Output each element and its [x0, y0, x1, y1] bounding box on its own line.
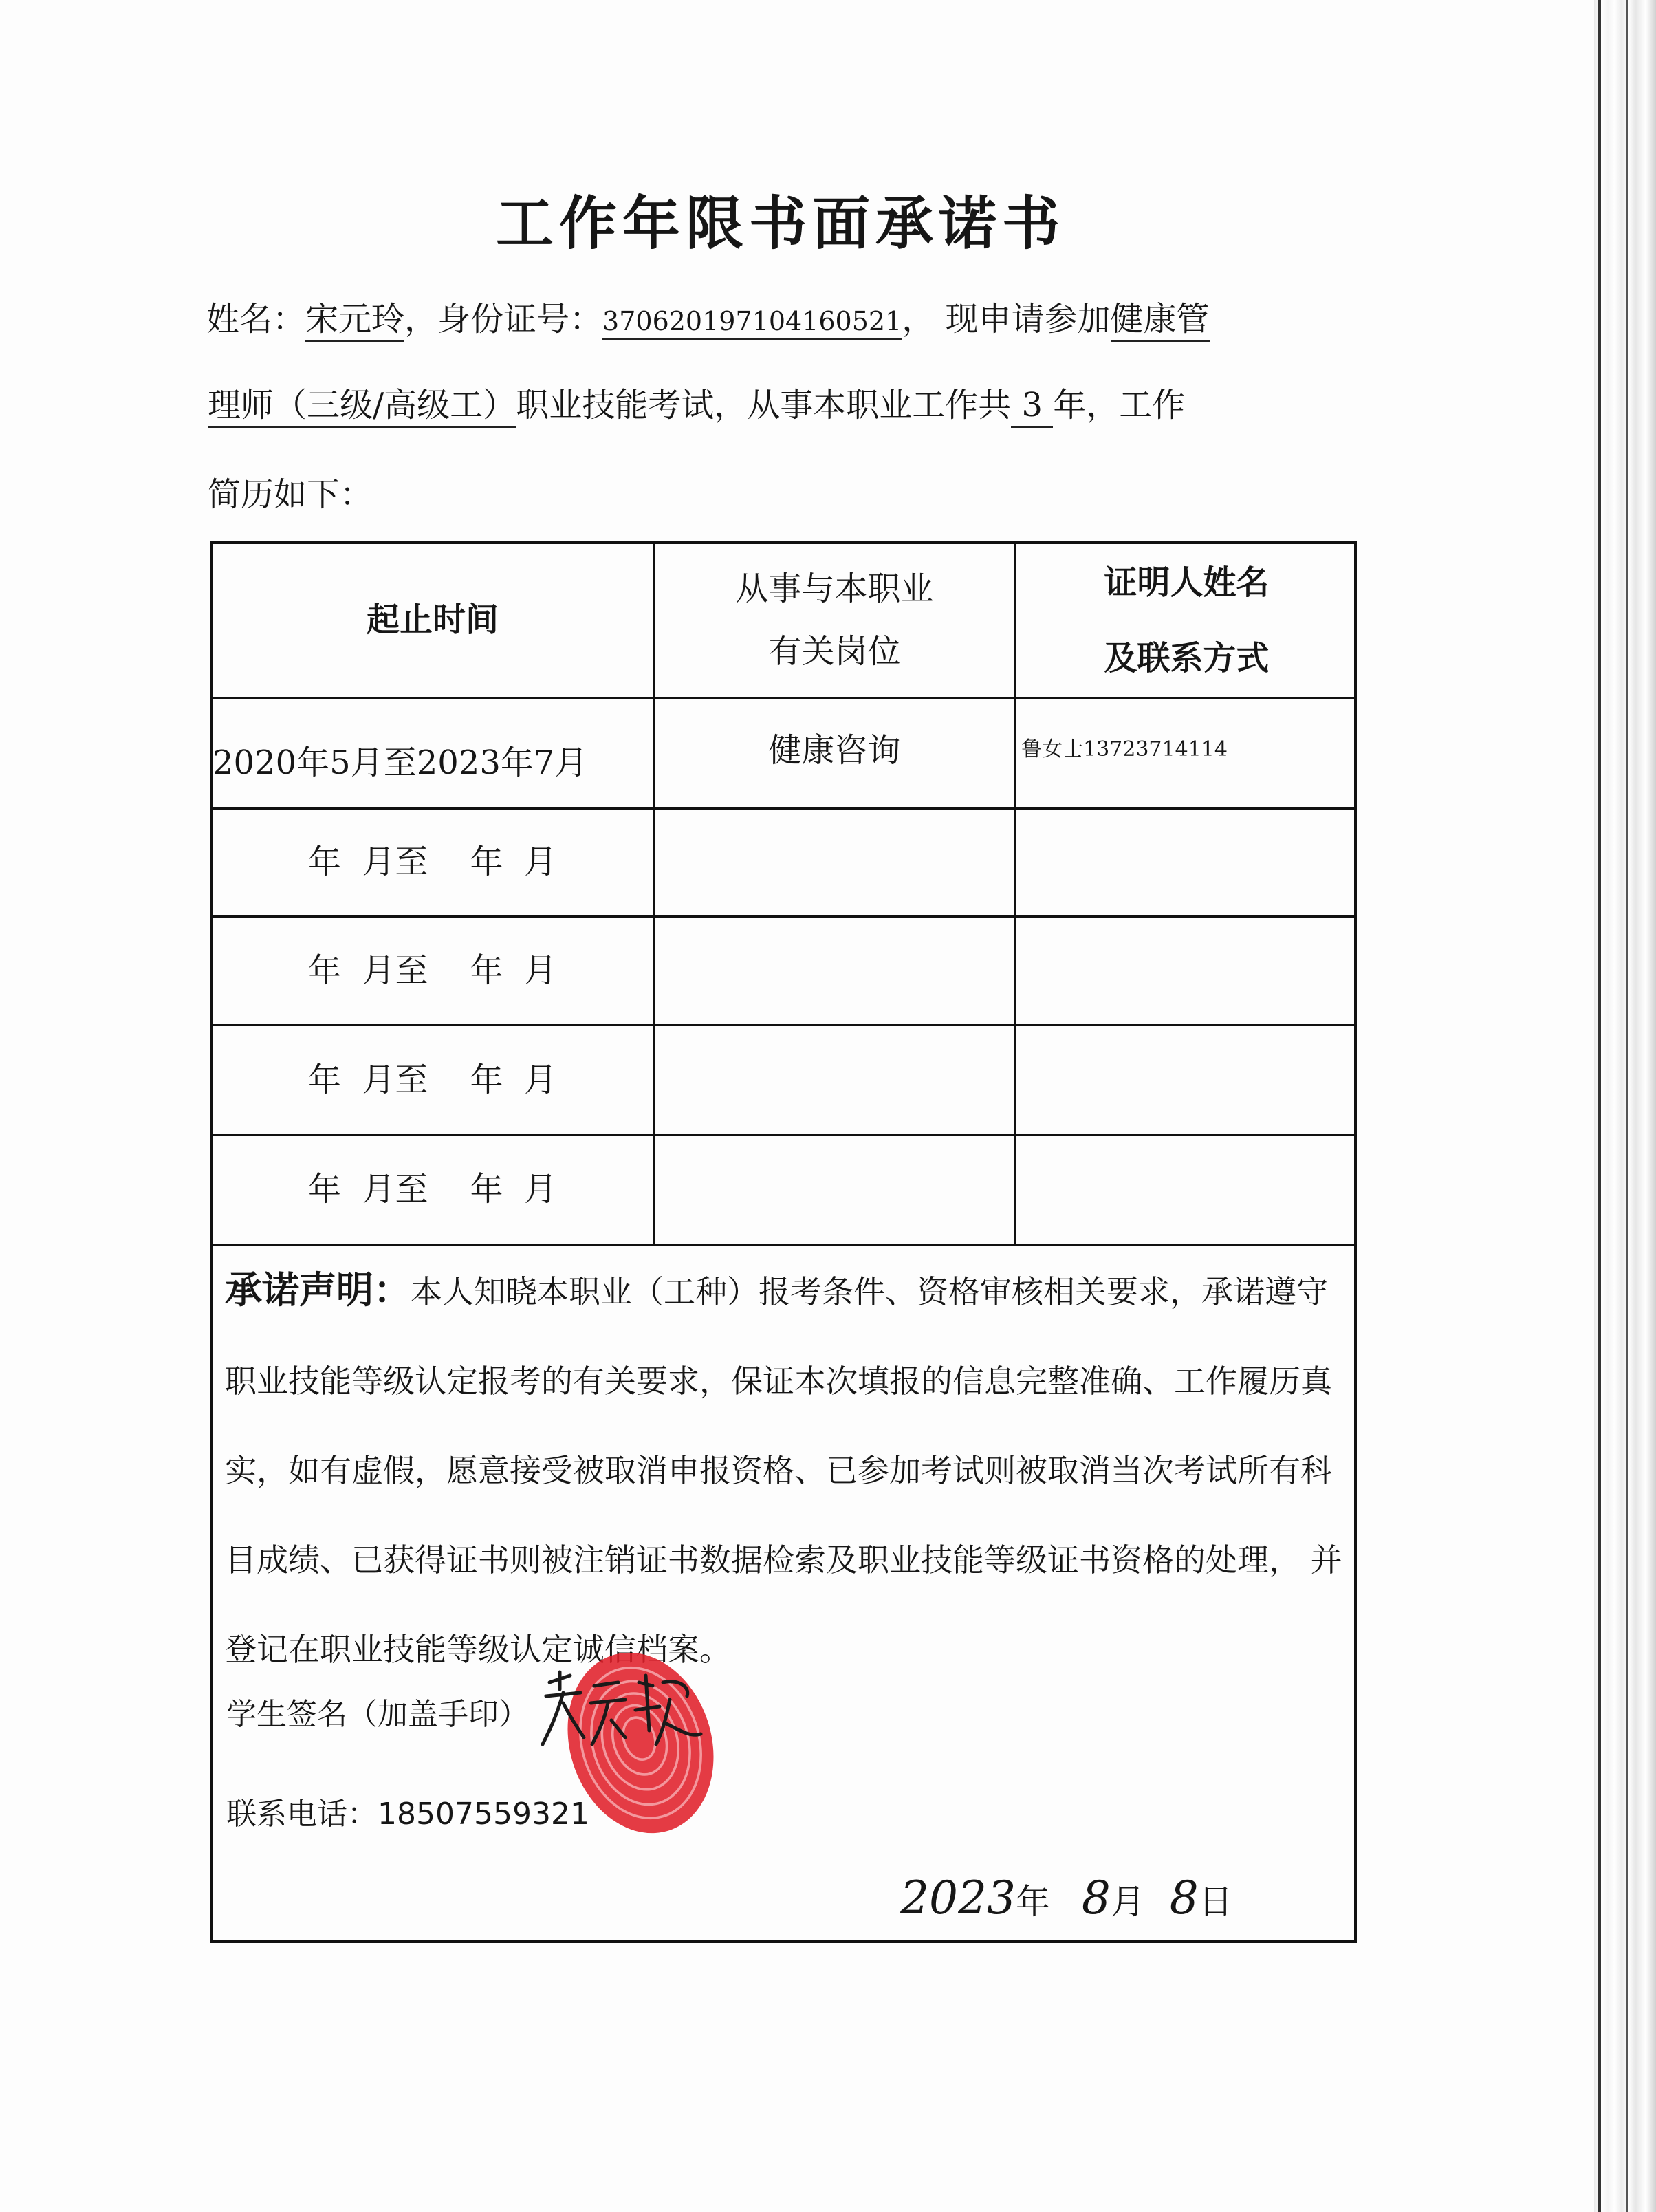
phone-label: 联系电话： [226, 1797, 378, 1832]
apply-prefix: ， 现申请参加 [902, 300, 1111, 338]
occupation-part-1: 健康管 [1111, 300, 1210, 342]
signature-row [226, 1689, 529, 1733]
pledge-label: 承诺声明： [225, 1268, 411, 1312]
table-row-3-period: 年 月至 年 月 [307, 951, 558, 990]
handwritten-signature [529, 1655, 708, 1765]
phone-number: 18507559321 [378, 1797, 589, 1832]
header-position [655, 544, 1014, 697]
intro-line-1 [206, 292, 1375, 340]
work-years: 3 [1011, 386, 1053, 428]
intro-line-2 [208, 378, 1377, 426]
table-row-5-period: 年 月至 年 月 [307, 1170, 558, 1209]
signature-label: 学生签名（加盖手印） [226, 1697, 529, 1732]
exam-text: 职业技能考试，从事本职业工作共 [516, 386, 1012, 424]
date-day: 8 [1169, 1872, 1199, 1924]
table-row-1-position: 健康咨询 [768, 731, 901, 770]
table-row-1-witness: 鲁女士13723714114 [1021, 737, 1228, 761]
applicant-name: 宋元玲 [305, 300, 404, 342]
pledge-text: 本人知晓本职业（工种）报考条件、资格审核相关要求，承诺遵守职业技能等级认定报考的有关要求，保证本次填报的信息完整准确、工作履历真实，如有虚假，愿意接受被取消申报资格、已参加考试则被取消当次考试所有科目成绩、已获得证书则被注销证书数据检索及职业技能等级证书资格的处理， 并登记在职业技能等级认定诚信档案。 [225, 1273, 1342, 1668]
id-label: ，身份证号： [404, 300, 603, 338]
document-title: 工作年限书面承诺书 [495, 190, 1065, 257]
work-history-table [210, 541, 1357, 1943]
date-year: 2023 [900, 1872, 1016, 1924]
date-month-suffix: 月 [1110, 1882, 1145, 1922]
header-period [213, 544, 653, 697]
table-row-1-period: 2020年5月至2023年7月 [213, 744, 588, 783]
header-period-label: 起止时间 [366, 600, 499, 640]
intro-line-3: 简历如下： [208, 475, 373, 514]
header-position-line-1: 从事与本职业 [735, 569, 934, 608]
header-witness [1016, 544, 1357, 697]
sign-date [900, 1872, 1233, 1924]
phone-row [226, 1789, 589, 1833]
occupation-part-2: 理师（三级/高级工） [208, 386, 516, 428]
stacked-pages-edge [1594, 0, 1656, 2212]
header-witness-line-2: 及联系方式 [1104, 639, 1270, 677]
years-suffix: 年，工作 [1053, 386, 1186, 424]
table-row-2-period: 年 月至 年 月 [307, 843, 558, 882]
date-day-suffix: 日 [1198, 1882, 1233, 1922]
header-witness-line-1: 证明人姓名 [1104, 563, 1270, 602]
table-row-4-period: 年 月至 年 月 [307, 1060, 558, 1099]
date-year-suffix: 年 [1015, 1882, 1050, 1922]
name-label: 姓名： [206, 300, 306, 338]
date-month: 8 [1081, 1872, 1111, 1924]
id-number: 370620197104160521 [602, 306, 902, 340]
pledge-statement [225, 1246, 1346, 1694]
header-position-line-2: 有关岗位 [768, 632, 901, 671]
